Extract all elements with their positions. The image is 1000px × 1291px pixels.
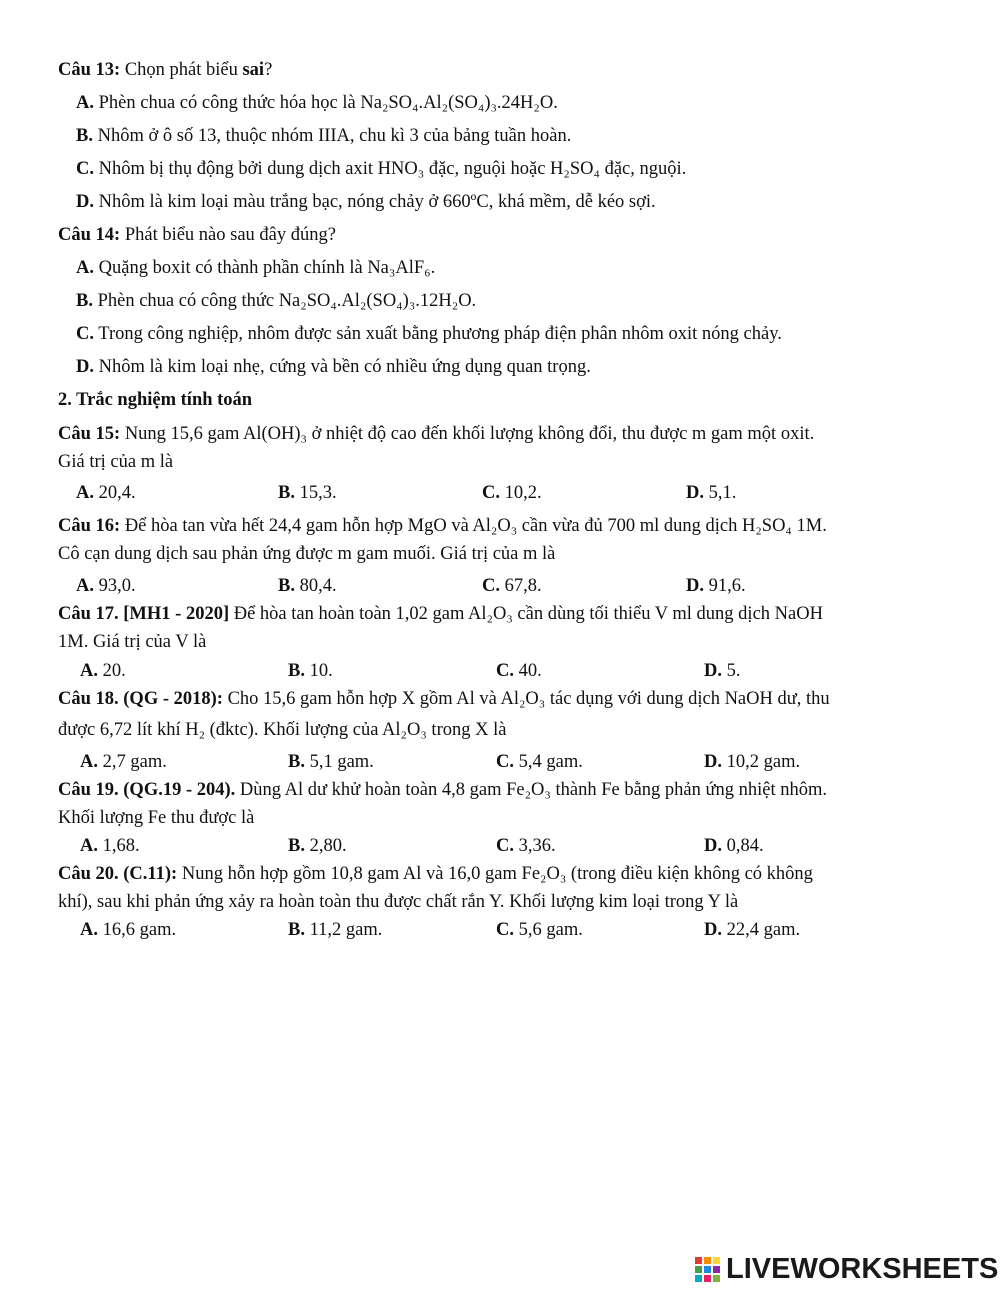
option-a: A. 93,0. — [76, 576, 136, 596]
option-a: A. 1,68. — [80, 836, 140, 856]
option-b: B. 80,4. — [278, 576, 337, 596]
option-a: A. 20. — [80, 661, 126, 681]
question-17: Câu 17. [MH1 - 2020] Để hòa tan hoàn toàn 1,02 gam Al₂O₃ cần dùng tối thiểu V ml dung dịch NaOH — [58, 604, 823, 624]
question-20: Câu 20. (C.11): Nung hỗn hợp gồm 10,8 gam Al và 16,0 gam Fe₂O₃ (trong điều kiện không có không — [58, 864, 813, 884]
option-d: D. 22,4 gam. — [704, 920, 801, 940]
liveworksheets-logo[interactable] — [695, 1252, 998, 1286]
option-b: B. 2,80. — [288, 836, 347, 856]
logo-square — [713, 1257, 720, 1264]
question-15: Câu 15: Nung 15,6 gam Al(OH)₃ ở nhiệt độ cao đến khối lượng không đổi, thu được m gam một oxit. — [58, 424, 815, 444]
option-c: C. 5,6 gam. — [496, 920, 583, 940]
logo-square — [704, 1266, 711, 1273]
logo-square — [713, 1275, 720, 1282]
option-d: D. 10,2 gam. — [704, 752, 801, 772]
logo-square — [695, 1266, 702, 1273]
logo-square — [695, 1275, 702, 1282]
question-19-cont: Khối lượng Fe thu được là — [58, 808, 255, 828]
logo-text: LIVEWORKSHEETS — [726, 1252, 999, 1285]
option-c: C. 3,36. — [496, 836, 556, 856]
logo-square — [704, 1257, 711, 1264]
question-label: Câu 13: — [58, 60, 121, 80]
logo-square — [713, 1266, 720, 1273]
option-d: D. Nhôm là kim loại màu trắng bạc, nóng chảy ở 660ºC, khá mềm, dễ kéo sợi. — [76, 192, 656, 212]
option-c: C. 5,4 gam. — [496, 752, 583, 772]
question-19: Câu 19. (QG.19 - 204). Dùng Al dư khử hoàn toàn 4,8 gam Fe₂O₃ thành Fe bằng phản ứng nhiệt nhôm. — [58, 780, 828, 800]
option-b: B. 15,3. — [278, 483, 337, 503]
question-13: Câu 13: Chọn phát biểu sai? — [58, 60, 273, 80]
question-15-cont: Giá trị của m là — [58, 452, 174, 472]
question-16: Câu 16: Để hòa tan vừa hết 24,4 gam hỗn hợp MgO và Al₂O₃ cần vừa đủ 700 ml dung dịch H₂SO₄ 1M. — [58, 516, 827, 536]
option-b: B. 10. — [288, 661, 333, 681]
option-c: C. 67,8. — [482, 576, 542, 596]
question-label: Câu 14: — [58, 225, 121, 245]
question-18-cont: được 6,72 lít khí H₂ (đktc). Khối lượng của Al₂O₃ trong X là — [58, 720, 507, 740]
logo-square — [695, 1257, 702, 1264]
question-18: Câu 18. (QG - 2018): Cho 15,6 gam hỗn hợp X gồm Al và Al₂O₃ tác dụng với dung dịch NaOH dư, thu — [58, 689, 830, 709]
option-d: D. Nhôm là kim loại nhẹ, cứng và bền có nhiều ứng dụng quan trọng. — [76, 357, 591, 377]
question-20-cont: khí), sau khi phản ứng xảy ra hoàn toàn thu được chất rắn Y. Khối lượng kim loại trong Y là — [58, 892, 739, 912]
logo-square — [704, 1275, 711, 1282]
option-d: D. 5,1. — [686, 483, 737, 503]
question-16-cont: Cô cạn dung dịch sau phản ứng được m gam muối. Giá trị của m là — [58, 544, 556, 564]
option-c: C. 10,2. — [482, 483, 542, 503]
question-17-cont: 1M. Giá trị của V là — [58, 632, 207, 652]
option-b: B. 11,2 gam. — [288, 920, 383, 940]
option-a: A. Phèn chua có công thức hóa học là Na₂SO₄.Al₂(SO₄)₃.24H₂O. — [76, 93, 558, 113]
section-heading: 2. Trắc nghiệm tính toán — [58, 390, 253, 410]
option-a: A. 16,6 gam. — [80, 920, 177, 940]
option-a: A. 2,7 gam. — [80, 752, 167, 772]
option-d: D. 0,84. — [704, 836, 764, 856]
option-d: D. 91,6. — [686, 576, 746, 596]
option-c: C. 40. — [496, 661, 542, 681]
option-c: C. Trong công nghiệp, nhôm được sản xuất bằng phương pháp điện phân nhôm oxit nóng chảy. — [76, 324, 782, 344]
option-d: D. 5. — [704, 661, 741, 681]
option-b: B. 5,1 gam. — [288, 752, 374, 772]
option-a: A. 20,4. — [76, 483, 136, 503]
logo-grid-icon — [695, 1257, 720, 1282]
option-a: A. Quặng boxit có thành phần chính là Na₃AlF₆. — [76, 258, 436, 278]
question-14: Câu 14: Phát biểu nào sau đây đúng? — [58, 225, 336, 245]
option-b: B. Phèn chua có công thức Na₂SO₄.Al₂(SO₄)₃.12H₂O. — [76, 291, 477, 311]
option-c: C. Nhôm bị thụ động bởi dung dịch axit HNO₃ đặc, nguội hoặc H₂SO₄ đặc, nguội. — [76, 159, 687, 179]
option-b: B. Nhôm ở ô số 13, thuộc nhóm IIIA, chu kì 3 của bảng tuần hoàn. — [76, 126, 572, 146]
